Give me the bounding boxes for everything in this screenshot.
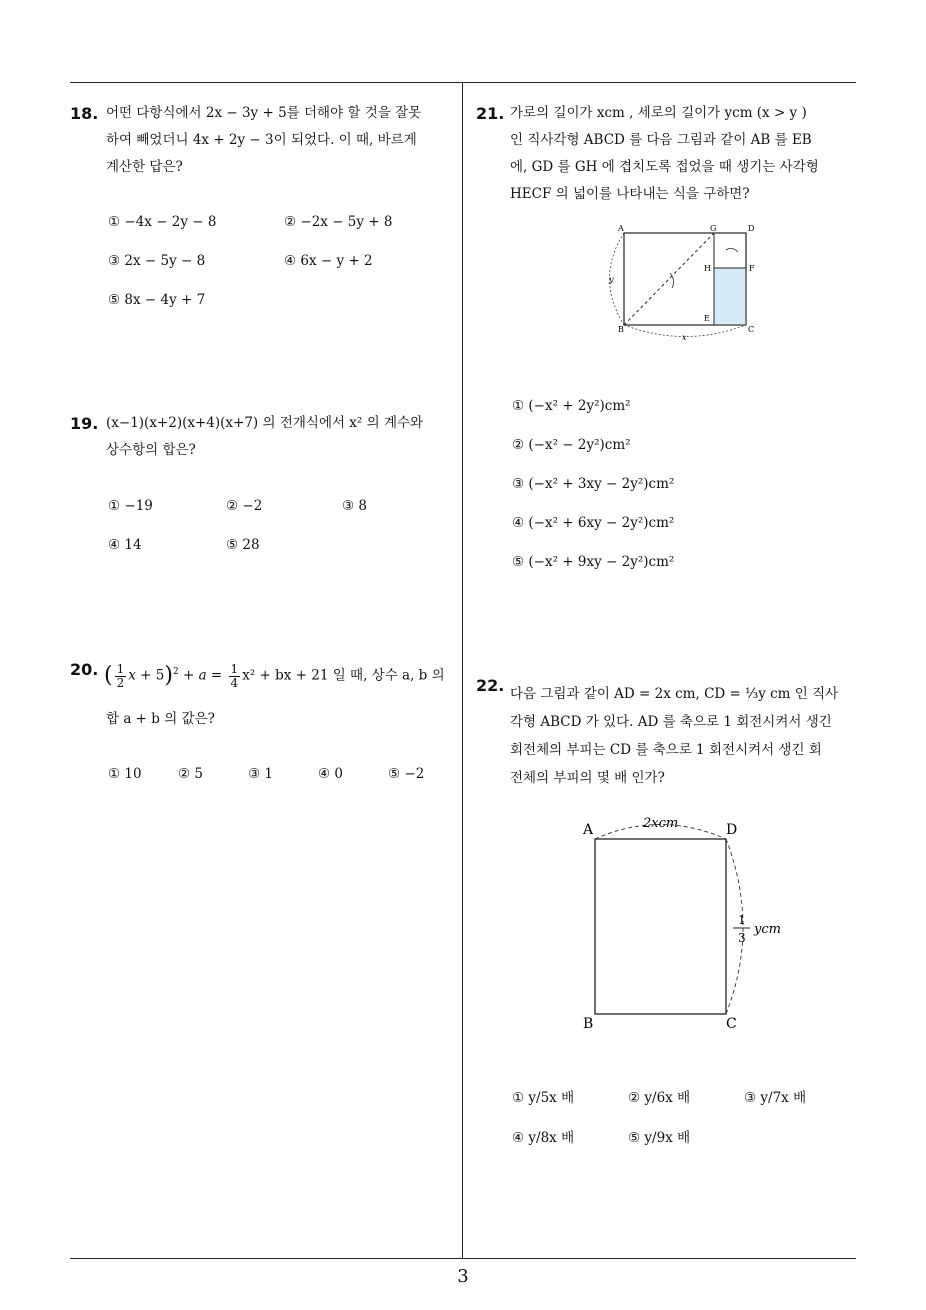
q20-number: 20. xyxy=(70,660,99,679)
q19-option-3[interactable]: ③ 8 xyxy=(342,498,367,514)
q22-option-3[interactable]: ③ y/7x 배 xyxy=(744,1090,807,1106)
q21-option-3[interactable]: ③ (−x² + 3xy − 2y²)cm² xyxy=(512,476,675,492)
q22-option-2[interactable]: ② y/6x 배 xyxy=(628,1090,691,1106)
q19-number: 19. xyxy=(70,414,99,433)
q22-line: 전체의 부피의 몇 배 인가? xyxy=(510,770,665,786)
q22-line: 다음 그림과 같이 AD = 2x cm, CD = ⅓y cm 인 직사 xyxy=(510,686,839,702)
q20-option-4[interactable]: ④ 0 xyxy=(318,766,343,782)
q21-label-d: D xyxy=(748,224,755,233)
q20-option-5[interactable]: ⑤ −2 xyxy=(388,766,425,782)
q21-text xyxy=(510,100,860,208)
q21-option-1[interactable]: ① (−x² + 2y²)cm² xyxy=(512,398,631,414)
q21-line: 인 직사각형 ABCD 를 다음 그림과 같이 AB 를 EB xyxy=(510,132,812,148)
q19-option-5[interactable]: ⑤ 28 xyxy=(226,537,260,553)
q21-label-f: F xyxy=(749,264,755,273)
q19-line: 상수항의 합은? xyxy=(106,442,196,458)
q20-line2: 합 a + b 의 값은? xyxy=(106,711,215,727)
q22-option-1[interactable]: ① y/5x 배 xyxy=(512,1090,575,1106)
q22-line: 회전체의 부피는 CD 를 축으로 1 회전시켜서 생긴 회 xyxy=(510,742,822,758)
q20-option-1[interactable]: ① 10 xyxy=(108,766,142,782)
q21-label-h: H xyxy=(704,264,711,273)
q21-number: 21. xyxy=(476,104,505,123)
q18-option-2[interactable]: ② −2x − 5y + 8 xyxy=(284,214,393,230)
q22-label-a: A xyxy=(583,822,594,838)
q21-option-4[interactable]: ④ (−x² + 6xy − 2y²)cm² xyxy=(512,515,675,531)
top-rule xyxy=(70,82,856,83)
q20-option-2[interactable]: ② 5 xyxy=(178,766,203,782)
q19-line: (x−1)(x+2)(x+4)(x+7) 의 전개식에서 x² 의 계수와 xyxy=(106,415,424,431)
q19-option-2[interactable]: ② −2 xyxy=(226,498,263,514)
q22-label-right-unit: ycm xyxy=(754,922,781,937)
q18-line: 어떤 다항식에서 2x − 3y + 5를 더해야 할 것을 잘못 xyxy=(106,105,422,121)
q18-option-1[interactable]: ① −4x − 2y − 8 xyxy=(108,214,217,230)
q20-equation: ( $\frac{1}{2}$ x + 5)$^2$ + a = $\frac{1}{4}$ x² + bx + 21 일 때, 상수 a, b 의 xyxy=(104,661,445,690)
q21-label-x: x xyxy=(682,333,687,342)
q22-label-top: 2xcm xyxy=(643,816,679,831)
q18-option-3[interactable]: ③ 2x − 5y − 8 xyxy=(108,253,206,269)
q22-option-5[interactable]: ⑤ y/9x 배 xyxy=(628,1130,691,1146)
q22-line: 각형 ABCD 가 있다. AD 를 축으로 1 회전시켜서 생긴 xyxy=(510,714,832,730)
q21-label-e: E xyxy=(704,314,710,323)
q18-option-4[interactable]: ④ 6x − y + 2 xyxy=(284,253,373,269)
q22-option-4[interactable]: ④ y/8x 배 xyxy=(512,1130,575,1146)
q18-line: 하여 빼었더니 4x + 2y − 3이 되었다. 이 때, 바르게 xyxy=(106,132,417,148)
q21-label-a: A xyxy=(618,224,624,233)
q22-number: 22. xyxy=(476,676,505,695)
column-divider xyxy=(462,83,463,1258)
q21-option-5[interactable]: ⑤ (−x² + 9xy − 2y²)cm² xyxy=(512,554,675,570)
q21-line: 에, GD 를 GH 에 겹치도록 접었을 때 생기는 사각형 xyxy=(510,159,819,175)
q21-option-2[interactable]: ② (−x² − 2y²)cm² xyxy=(512,437,631,453)
page-number: 3 xyxy=(457,1266,469,1287)
q18-text xyxy=(106,100,456,181)
q22-label-b: B xyxy=(583,1016,594,1032)
q21-figure xyxy=(600,218,770,343)
q18-number: 18. xyxy=(70,104,99,123)
bottom-rule xyxy=(70,1258,856,1259)
q21-label-c: C xyxy=(748,325,755,334)
q18-option-5[interactable]: ⑤ 8x − 4y + 7 xyxy=(108,292,206,308)
q19-option-4[interactable]: ④ 14 xyxy=(108,537,142,553)
q20-eq-tail: x² + bx + 21 일 때, 상수 a, b 의 xyxy=(242,667,445,684)
q22-text xyxy=(510,680,860,792)
q22-label-right-num: 1 xyxy=(738,913,746,927)
q20-option-3[interactable]: ③ 1 xyxy=(248,766,273,782)
q21-label-b: B xyxy=(618,325,624,334)
q21-line: HECF 의 넓이를 나타내는 식을 구하면? xyxy=(510,186,750,202)
q22-label-d: D xyxy=(726,822,738,838)
q20-frac-half: $\frac{1}{2}$ xyxy=(116,661,125,690)
q21-label-g: G xyxy=(710,224,717,233)
q22-figure xyxy=(575,812,795,1034)
q19-option-1[interactable]: ① −19 xyxy=(108,498,153,514)
q19-text xyxy=(106,410,461,464)
q22-label-right-den: 3 xyxy=(738,931,746,945)
q20-frac-quarter: $\frac{1}{4}$ xyxy=(230,661,239,690)
q18-line: 계산한 답은? xyxy=(106,159,183,175)
q21-label-y: y xyxy=(609,275,614,284)
q21-line: 가로의 길이가 xcm , 세로의 길이가 ycm (x > y ) xyxy=(510,105,807,121)
q22-label-c: C xyxy=(726,1016,737,1032)
